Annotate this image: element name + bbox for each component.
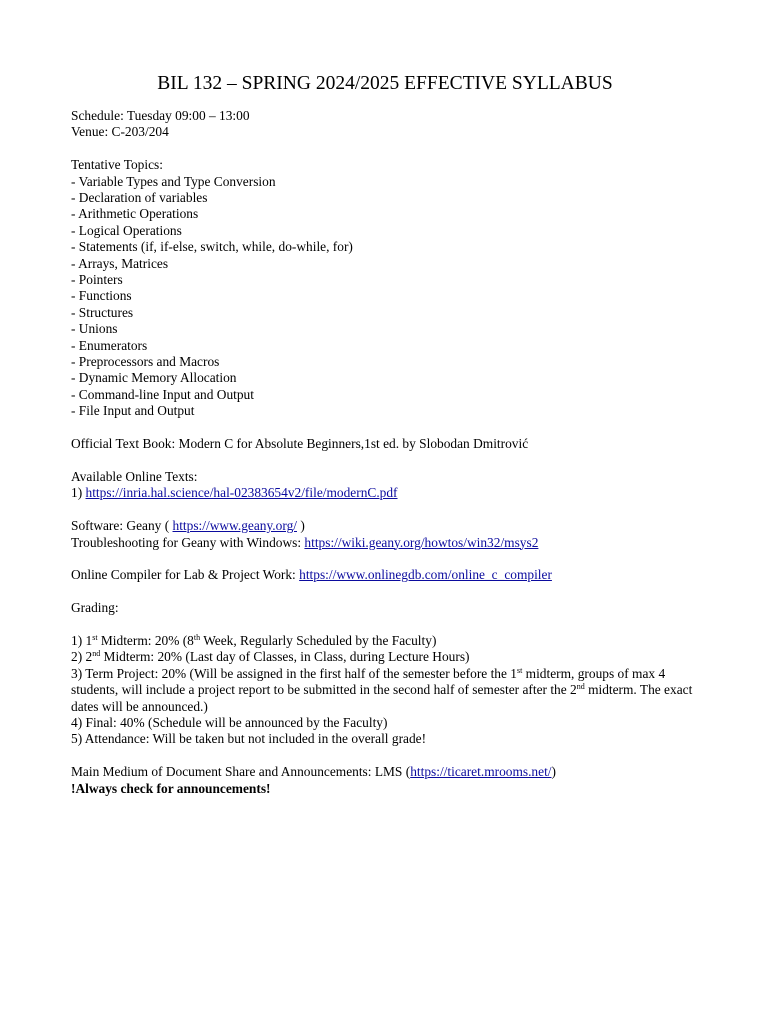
spacer xyxy=(71,584,701,600)
geany-windows-link[interactable]: https://wiki.geany.org/howtos/win32/msys2 xyxy=(304,534,539,550)
grading-text: 2) 2 xyxy=(71,649,93,665)
topic-item: - Structures xyxy=(71,304,134,320)
grading-item-attendance: 5) Attendance: Will be taken but not included in the overall grade! xyxy=(71,731,427,747)
spacer xyxy=(71,141,701,157)
troubleshooting-line xyxy=(71,535,701,551)
online-compiler-line xyxy=(71,567,701,583)
topic-item: - Unions xyxy=(71,321,118,337)
topic-item: - Arrays, Matrices xyxy=(71,255,169,271)
grading-text: 1) 1 xyxy=(71,632,93,648)
announcement-note: !Always check for announcements! xyxy=(71,780,271,796)
topic-item: - Dynamic Memory Allocation xyxy=(71,370,237,386)
syllabus-document xyxy=(71,72,701,797)
topic-item: - Pointers xyxy=(71,272,123,288)
ordinal-suffix: st xyxy=(92,632,98,642)
software-prefix: Software: Geany ( xyxy=(71,518,173,534)
venue-line: Venue: C-203/204 xyxy=(71,124,169,140)
troubleshooting-prefix: Troubleshooting for Geany with Windows: xyxy=(71,534,305,550)
lms-link[interactable]: https://ticaret.mrooms.net/ xyxy=(410,764,552,780)
ordinal-suffix: th xyxy=(193,632,201,642)
ordinal-suffix: st xyxy=(516,665,523,675)
topic-item: - Functions xyxy=(71,288,132,304)
grading-text: 3) Term Project: 20% (Will be assigned in the first half of the semester before the 1 xyxy=(71,665,517,681)
grading-item-midterm1 xyxy=(71,633,701,649)
online-compiler-link[interactable]: https://www.onlinegdb.com/online_c_compiler xyxy=(299,567,552,583)
grading-text: Midterm: 20% (8 xyxy=(97,632,194,648)
topic-item: - Variable Types and Type Conversion xyxy=(71,173,276,189)
topics-list xyxy=(71,174,701,420)
online-text-item xyxy=(71,485,701,501)
topic-item: - Enumerators xyxy=(71,337,148,353)
online-compiler-prefix: Online Compiler for Lab & Project Work: xyxy=(71,567,300,583)
grading-item-term-project xyxy=(71,666,701,715)
grading-text: Week, Regularly Scheduled by the Faculty) xyxy=(200,632,437,648)
grading-item-midterm2 xyxy=(71,649,701,665)
lms-prefix: Main Medium of Document Share and Announcements: LMS ( xyxy=(71,764,411,780)
spacer xyxy=(71,551,701,567)
document-title: BIL 132 – SPRING 2024/2025 EFFECTIVE SYLLABUS xyxy=(157,73,613,94)
lms-line xyxy=(71,764,701,780)
spacer xyxy=(71,748,701,764)
online-text-link[interactable]: https://inria.hal.science/hal-02383654v2/file/modernC.pdf xyxy=(85,485,398,501)
textbook-line: Official Text Book: Modern C for Absolute Beginners,1st ed. by Slobodan Dmitrović xyxy=(71,436,529,452)
grading-text: midterm. The exact dates will be announced.) xyxy=(71,682,693,714)
ordinal-suffix: nd xyxy=(576,682,585,692)
grading-text: Midterm: 20% (Last day of Classes, in Class, during Lecture Hours) xyxy=(100,649,470,665)
topic-item: - Logical Operations xyxy=(71,222,182,238)
ordinal-suffix: nd xyxy=(92,649,101,659)
grading-heading: Grading: xyxy=(71,600,119,616)
spacer xyxy=(71,420,701,436)
online-texts-heading: Available Online Texts: xyxy=(71,468,198,484)
spacer xyxy=(71,453,701,469)
topic-item: - Preprocessors and Macros xyxy=(71,354,220,370)
schedule-line: Schedule: Tuesday 09:00 – 13:00 xyxy=(71,108,250,123)
online-text-prefix: 1) xyxy=(71,485,86,501)
lms-suffix: ) xyxy=(551,764,556,780)
topic-item: - Command-line Input and Output xyxy=(71,386,254,402)
topics-heading: Tentative Topics: xyxy=(71,157,163,173)
topic-item: - Statements (if, if-else, switch, while, do-while, for) xyxy=(71,239,353,255)
software-line xyxy=(71,518,701,534)
grading-item-final: 4) Final: 40% (Schedule will be announced by the Faculty) xyxy=(71,714,388,730)
topic-item: - Arithmetic Operations xyxy=(71,206,199,222)
topic-item: - File Input and Output xyxy=(71,403,195,419)
geany-link[interactable]: https://www.geany.org/ xyxy=(172,518,297,534)
grading-text: midterm, groups of max 4 students, will include a project report to be submitted in the second half of semester after the 2 xyxy=(71,665,666,698)
spacer xyxy=(71,617,701,633)
software-suffix: ) xyxy=(297,518,305,534)
topic-item: - Declaration of variables xyxy=(71,190,208,206)
spacer xyxy=(71,502,701,518)
